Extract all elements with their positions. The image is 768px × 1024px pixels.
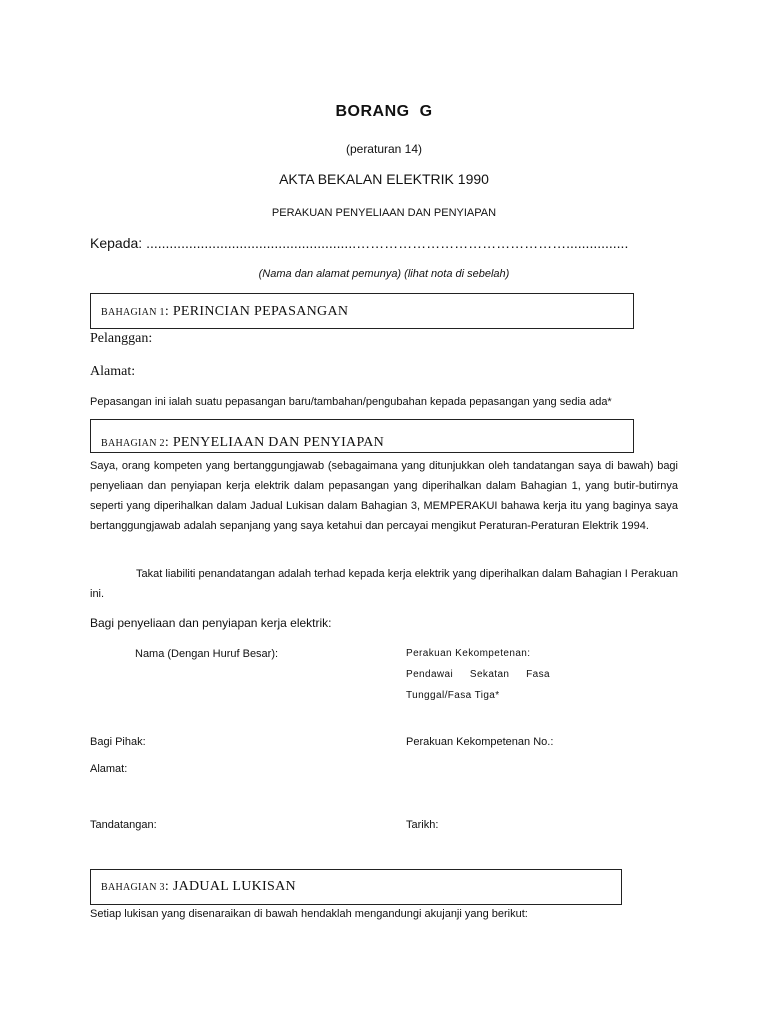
section1-header-box — [90, 293, 634, 329]
section1-heading: BAHAGIAN 1: PERINCIAN PEPASANGAN — [101, 304, 349, 319]
recipient-line — [90, 235, 628, 251]
drawing-schedule-intro: Setiap lukisan yang disenaraikan di bawah hendaklah mengandungi akujanji yang berikut: — [90, 908, 528, 920]
section3-heading: BAHAGIAN 3: JADUAL LUKISAN — [101, 879, 296, 894]
section3-header-box — [90, 869, 622, 905]
form-title: BORANG G — [335, 103, 433, 120]
liability-paragraph: Takat liabiliti penandatangan adalah terhad kepada kerja elektrik yang diperihalkan dalam Bahagian I Perakuan ini. — [90, 568, 678, 600]
competency-line1: Pendawai Sekatan Fasa — [406, 669, 550, 680]
supervision-intro: Bagi penyeliaan dan penyiapan kerja elektrik: — [90, 616, 332, 630]
section2-header-box — [90, 419, 634, 453]
section1-address-label: Alamat: — [90, 364, 136, 379]
section2-address-label: Alamat: — [90, 763, 128, 775]
recipient-dots: ......................................................………………………………………................ — [146, 235, 629, 251]
competency-number-label: Perakuan Kekompetenan No.: — [406, 736, 554, 748]
installation-statement: Pepasangan ini ialah suatu pepasangan baru/tambahan/pengubahan kepada pepasangan yang sedia ada* — [90, 396, 612, 408]
recipient-note: (Nama dan alamat pemunya) (lihat nota di sebelah) — [258, 268, 510, 280]
act-title: AKTA BEKALAN ELEKTRIK 1990 — [279, 171, 489, 187]
declaration-paragraph: Saya, orang kompeten yang bertanggungjawab (sebagaimana yang ditunjukkan oleh tandatangan saya di bawah) bagi penyeliaan dan penyiapan kerja elektrik dalam pepasangan yang diperihalkan dalam Bahagian 1, yang butir-butirnya seperti yang diperihalkan dalam Jadual Lukisan dalam Bahagian 3, MEMPERAKUI bahawa kerja itu yang baginya saya bertanggungjawab adalah sepanjang yang saya ketahui dan percayai mengikut Peraturan-Peraturan Elektrik 1994. — [90, 460, 678, 532]
date-label: Tarikh: — [406, 819, 439, 831]
name-label: Nama (Dengan Huruf Besar): — [135, 648, 279, 660]
signature-label: Tandatangan: — [90, 819, 157, 831]
party-label: Bagi Pihak: — [90, 736, 146, 748]
certificate-title: PERAKUAN PENYELIAAN DAN PENYIAPAN — [271, 207, 497, 219]
customer-label: Pelanggan: — [90, 331, 153, 346]
competency-line2: Tunggal/Fasa Tiga* — [406, 690, 500, 701]
competency-label: Perakuan Kekompetenan: — [406, 648, 531, 659]
section2-heading: BAHAGIAN 2: PENYELIAAN DAN PENYIAPAN — [101, 435, 385, 450]
regulation-reference: (peraturan 14) — [345, 142, 423, 156]
recipient-label: Kepada: — [90, 235, 143, 251]
